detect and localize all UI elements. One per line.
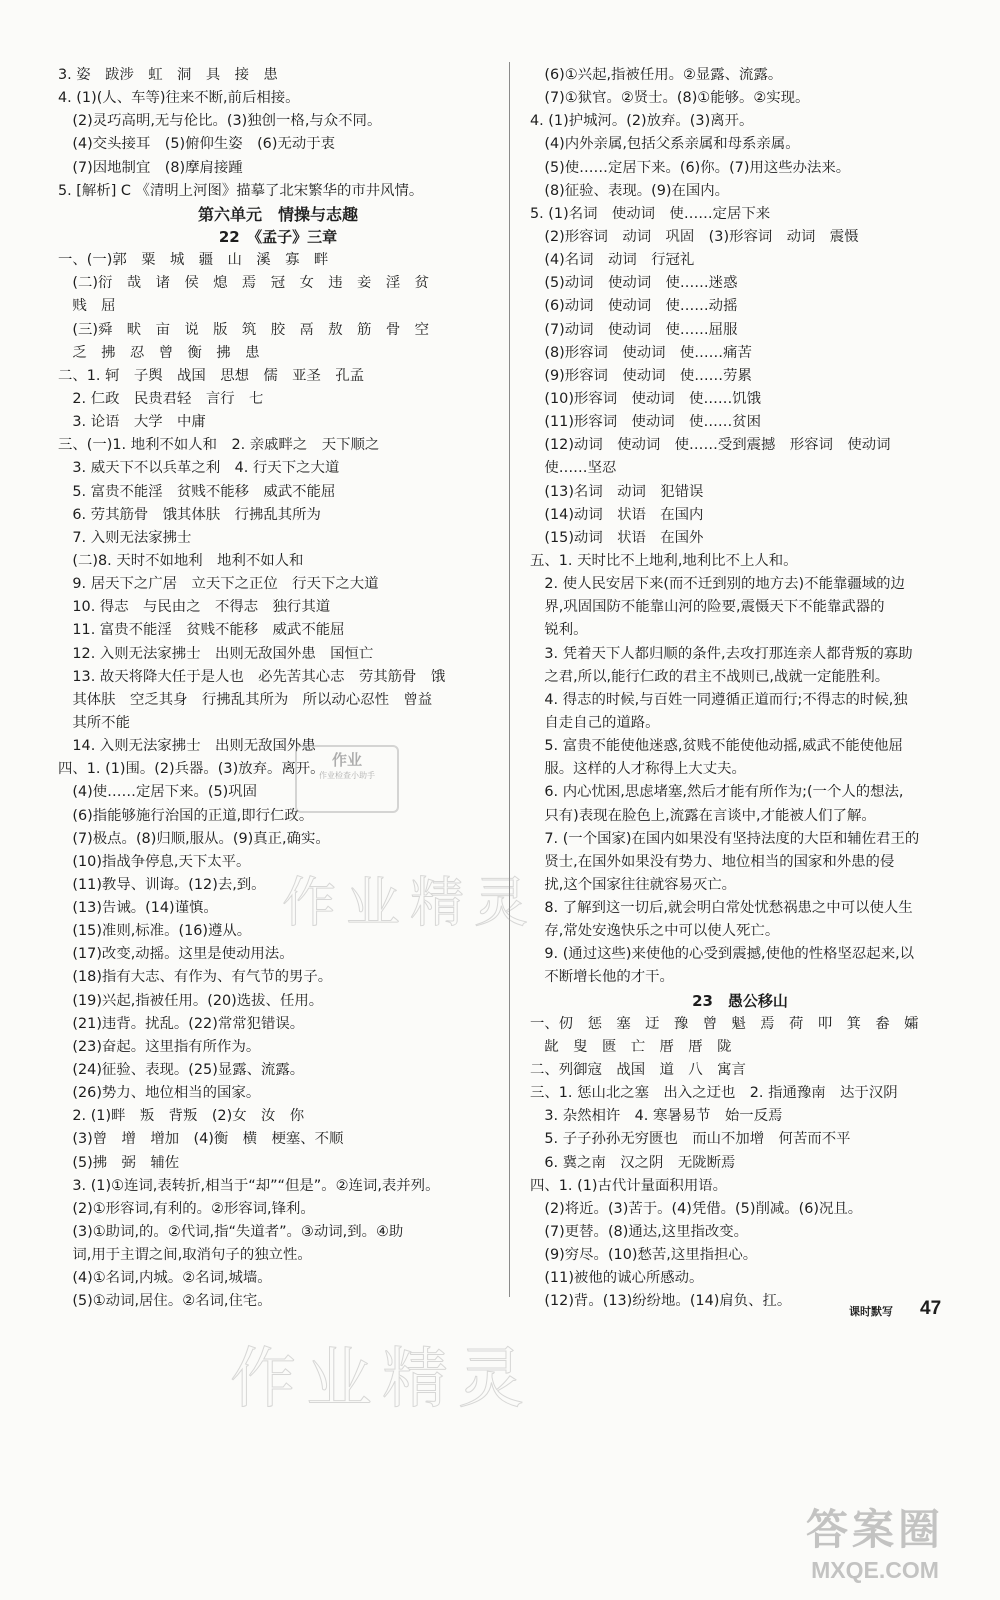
right-answer-line: (14)动词 状语 在国内 [530,506,704,523]
left-answer-line: 乏 拂 忍 曾 衡 拂 患 [58,344,260,361]
right-answer-line: (4)内外亲属,包括父系亲属和母系亲属。 [530,136,800,153]
right-answer-line: 4. 得志的时候,与百姓一同遵循正道而行;不得志的时候,独 [530,691,908,708]
left-answer-line: 3. 威天下不以兵革之利 4. 行天下之大道 [58,460,340,477]
right-answer-line: 使……坚忍 [530,460,617,477]
right-answer-line: (7)更替。(8)通达,这里指改变。 [530,1224,749,1241]
page-number: 47 [920,1298,942,1319]
right-answer-line: (8)形容词 使动词 使……痛苦 [530,344,752,361]
right-answer-line: (12)背。(13)纷纷地。(14)肩负、扛。 [530,1293,792,1310]
left-answer-line: (23)奋起。这里指有所作为。 [58,1038,261,1055]
right-answer-line: 三、1. 惩山北之塞 出入之迂也 2. 指通豫南 达于汉阴 [530,1085,898,1102]
left-heading: 22 《孟子》三章 [218,227,338,246]
right-answer-line: (2)形容词 动词 巩固 (3)形容词 动词 震慑 [530,228,859,245]
right-answer-line: (6)动词 使动词 使……动摇 [530,298,738,315]
right-answer-line: 扰,这个国家往往就容易灭亡。 [530,876,737,893]
left-answer-line: 二、1. 轲 子舆 战国 思想 儒 亚圣 孔孟 [58,367,365,384]
left-answer-line: (4)①名词,内城。②名词,城墙。 [58,1270,272,1287]
left-answer-line: (二)衍 哉 诸 侯 熄 焉 冠 女 违 妾 淫 贫 [58,275,429,292]
left-answer-line: 其所不能 [58,714,130,731]
right-answer-line: 界,巩固国防不能靠山河的险要,震慑天下不能靠武器的 [530,599,885,616]
right-answer-line: 6. 冀之南 汉之阴 无陇断焉 [530,1154,736,1171]
right-answer-line: 2. 使人民安居下来(而不迁到别的地方去)不能靠疆域的边 [530,576,905,593]
right-answer-line: (12)动词 使动词 使……受到震撼 形容词 使动词 [530,437,891,454]
left-answer-line: (13)告诫。(14)谨慎。 [58,900,218,917]
left-answer-line: 11. 富贵不能淫 贫贱不能移 威武不能屈 [58,622,345,639]
right-answer-line: (8)征验、表现。(9)在国内。 [530,182,730,199]
right-answer-line: (9)穷尽。(10)愁苦,这里指担心。 [530,1247,758,1264]
right-answer-line: 6. 内心忧困,思虑堵塞,然后才能有所作为;(一个人的想法, [530,784,904,801]
right-answer-line: (9)形容词 使动词 使……劳累 [530,367,752,384]
right-answer-line: 3. 凭着天下人都归顺的条件,去攻打那连亲人都背叛的寡助 [530,645,913,662]
left-answer-line: (二)8. 天时不如地利 地利不如人和 [58,552,304,569]
left-answer-line: (6)指能够施行治国的正道,即行仁政。 [58,807,314,824]
left-answer-line: 5. [解析] C 《清明上河图》描摹了北宋繁华的市井风情。 [58,182,424,199]
stamp-subtitle: 作业检查小助手 [319,771,375,780]
watermark-stamp [295,745,399,813]
right-answer-line: (10)形容词 使动词 使……饥饿 [530,390,762,407]
right-answer-line: (11)形容词 使动词 使……贫困 [530,414,762,431]
right-answer-line: 锐利。 [530,622,588,639]
right-answer-line: (5)动词 使动词 使……迷惑 [530,275,738,292]
right-answer-line: 9. (通过这些)来使他的心受到震撼,使他的性格坚忍起来,以 [530,946,915,963]
stamp-title: 作业 [331,751,362,769]
right-column [530,64,950,1314]
left-answer-line: 10. 得志 与民由之 不得志 独行其道 [58,599,331,616]
right-answer-line: (5)使……定居下来。(6)你。(7)用这些办法来。 [530,159,851,176]
left-answer-line: 14. 入则无法家拂士 出则无敌国外患 [58,738,316,755]
left-answer-line: (3)曾 增 增加 (4)衡 横 梗塞、不顺 [58,1131,344,1148]
left-answer-line: (2)①形容词,有利的。②形容词,锋利。 [58,1200,315,1217]
left-answer-line: 7. 入则无法家拂士 [58,529,192,546]
right-answer-line: 二、列御寇 战国 道 八 寓言 [530,1062,746,1079]
left-answer-line: 13. 故天将降大任于是人也 必先苦其心志 劳其筋骨 饿 [58,668,446,685]
brand-logo-text: 答案圈 [805,1505,944,1554]
left-answer-line: 9. 居天下之广居 立天下之正位 行天下之大道 [58,576,379,593]
left-answer-line: 12. 入则无法家拂士 出则无敌国外患 国恒亡 [58,645,374,662]
left-answer-line: 6. 劳其筋骨 饿其体肤 行拂乱其所为 [58,506,321,523]
right-answer-line: 5. (1)名词 使动词 使……定居下来 [530,205,771,222]
right-answer-line: (6)①兴起,指被任用。②显露、流露。 [530,67,783,83]
watermark-text-bottom: 作业精灵 [230,1340,534,1417]
left-answer-line: (4)使……定居下来。(5)巩固 [58,784,258,801]
left-answer-line: 三、(一)1. 地利不如人和 2. 亲戚畔之 天下顺之 [58,437,380,454]
left-answer-line: (21)违背。扰乱。(22)常常犯错误。 [58,1015,305,1032]
left-answer-line: (7)因地制宜 (8)摩肩接踵 [58,159,243,176]
left-answer-line: (3)①助词,的。②代词,指“失道者”。③动词,到。④助 [58,1224,404,1241]
right-answer-line: 龀 叟 匮 亡 厝 厝 陇 [530,1038,732,1055]
left-answer-line: (26)势力、地位相当的国家。 [58,1085,261,1102]
footer-label: 课时默写 [849,1305,893,1318]
right-answer-line: 自走自己的道路。 [530,714,660,731]
column-divider [509,62,510,1297]
watermark-text: 作业精灵 [282,871,538,934]
left-answer-line: (24)征验、表现。(25)显露、流露。 [58,1062,305,1079]
right-answer-line: (13)名词 动词 犯错误 [530,483,704,500]
left-answer-line: 一、(一)郭 粟 城 疆 山 溪 寡 畔 [58,252,329,269]
right-answer-line: 5. 富贵不能使他迷惑,贫贱不能使他动摇,威武不能使他屈 [530,738,903,755]
left-answer-line: 贱 屈 [58,298,116,315]
left-answer-line: (2)灵巧高明,无与伦比。(3)独创一格,与众不同。 [58,113,382,130]
right-answer-line: 3. 杂然相许 4. 寒暑易节 始一反焉 [530,1108,783,1125]
right-answer-line: 7. (一个国家)在国内如果没有坚持法度的大臣和辅佐君王的 [530,830,920,847]
brand-url: MXQE.COM [811,1557,939,1583]
right-answer-line: (4)名词 动词 行冠礼 [530,252,695,269]
right-answer-line: (11)被他的诚心所感动。 [530,1270,704,1287]
left-answer-line: (10)指战争停息,天下太平。 [58,853,251,870]
left-answer-line: (三)舜 畎 亩 说 版 筑 胶 鬲 敖 筋 骨 空 [58,321,429,338]
right-answer-line: 服。这样的人才称得上大丈夫。 [530,761,746,778]
left-answer-line: (5)①动词,居住。②名词,住宅。 [58,1293,272,1310]
right-answer-line: (15)动词 状语 在国外 [530,529,704,546]
left-answer-line: 4. (1)(人、车等)往来不断,前后相接。 [58,90,300,107]
left-answer-line: (11)教导、训诲。(12)去,到。 [58,876,266,893]
right-answer-line: 之君,所以,能行仁政的君主不战则已,战就一定能胜利。 [530,668,890,685]
left-answer-line: (4)交头接耳 (5)俯仰生姿 (6)无动于衷 [58,136,336,153]
left-answer-line: (18)指有大志、有作为、有气节的男子。 [58,969,333,986]
right-answer-line: 存,常处安逸快乐之中可以使人死亡。 [530,923,780,940]
right-answer-line: (7)动词 使动词 使……屈服 [530,321,738,338]
right-answer-line: 贤士,在国外如果没有势力、地位相当的国家和外患的侵 [530,853,895,870]
left-answer-line: 3. 姿 跋涉 虹 洞 具 接 患 [58,67,278,83]
left-heading: 第六单元 情操与志趣 [197,204,358,224]
right-answer-line: (2)将近。(3)苦于。(4)凭借。(5)削减。(6)况且。 [530,1200,863,1217]
brand-watermark [770,1505,980,1595]
left-answer-line: (7)极点。(8)归顺,服从。(9)真正,确实。 [58,830,330,847]
right-answer-line: 4. (1)护城河。(2)放弃。(3)离开。 [530,113,754,130]
right-answer-line: 五、1. 天时比不上地利,地利比不上人和。 [530,552,798,569]
right-answer-line: 不断增长他的才干。 [530,969,674,986]
left-answer-line: 2. 仁政 民贵君轻 言行 七 [58,390,264,407]
left-answer-line: 5. 富贵不能淫 贫贱不能移 威武不能屈 [58,483,336,500]
left-answer-line: (17)改变,动摇。这里是使动用法。 [58,946,294,963]
left-answer-line: 其体肤 空乏其身 行拂乱其所为 所以动心忍性 曾益 [58,691,433,708]
left-answer-line: 3. (1)①连词,表转折,相当于“却”“但是”。②连词,表并列。 [58,1177,440,1194]
left-answer-line: (5)拂 弼 辅佐 [58,1154,180,1171]
left-answer-line: 词,用于主谓之间,取消句子的独立性。 [58,1247,312,1264]
right-answer-line: 四、1. (1)古代计量面积用语。 [530,1177,727,1194]
right-answer-line: 8. 了解到这一切后,就会明白常处忧愁祸患之中可以使人生 [530,900,913,917]
right-heading: 23 愚公移山 [692,991,788,1010]
right-answer-line: 一、仞 惩 塞 迂 豫 曾 魁 焉 荷 叩 箕 畚 孀 [530,1015,919,1032]
left-answer-line: (15)准则,标准。(16)遵从。 [58,923,252,940]
left-column [58,64,498,1314]
left-answer-line: (19)兴起,指被任用。(20)选拔、任用。 [58,992,324,1009]
right-answer-line: (7)①狱官。②贤士。(8)①能够。②实现。 [530,90,810,107]
left-answer-line: 2. (1)畔 叛 背叛 (2)女 汝 你 [58,1108,305,1125]
right-answer-line: 只有)表现在脸色上,流露在言谈中,才能被人们了解。 [530,807,876,824]
left-answer-line: 四、1. (1)围。(2)兵器。(3)放弃。离开。 [58,761,325,778]
right-answer-line: 5. 子子孙孙无穷匮也 而山不加增 何苦而不平 [530,1131,851,1148]
left-answer-line: 3. 论语 大学 中庸 [58,414,206,431]
